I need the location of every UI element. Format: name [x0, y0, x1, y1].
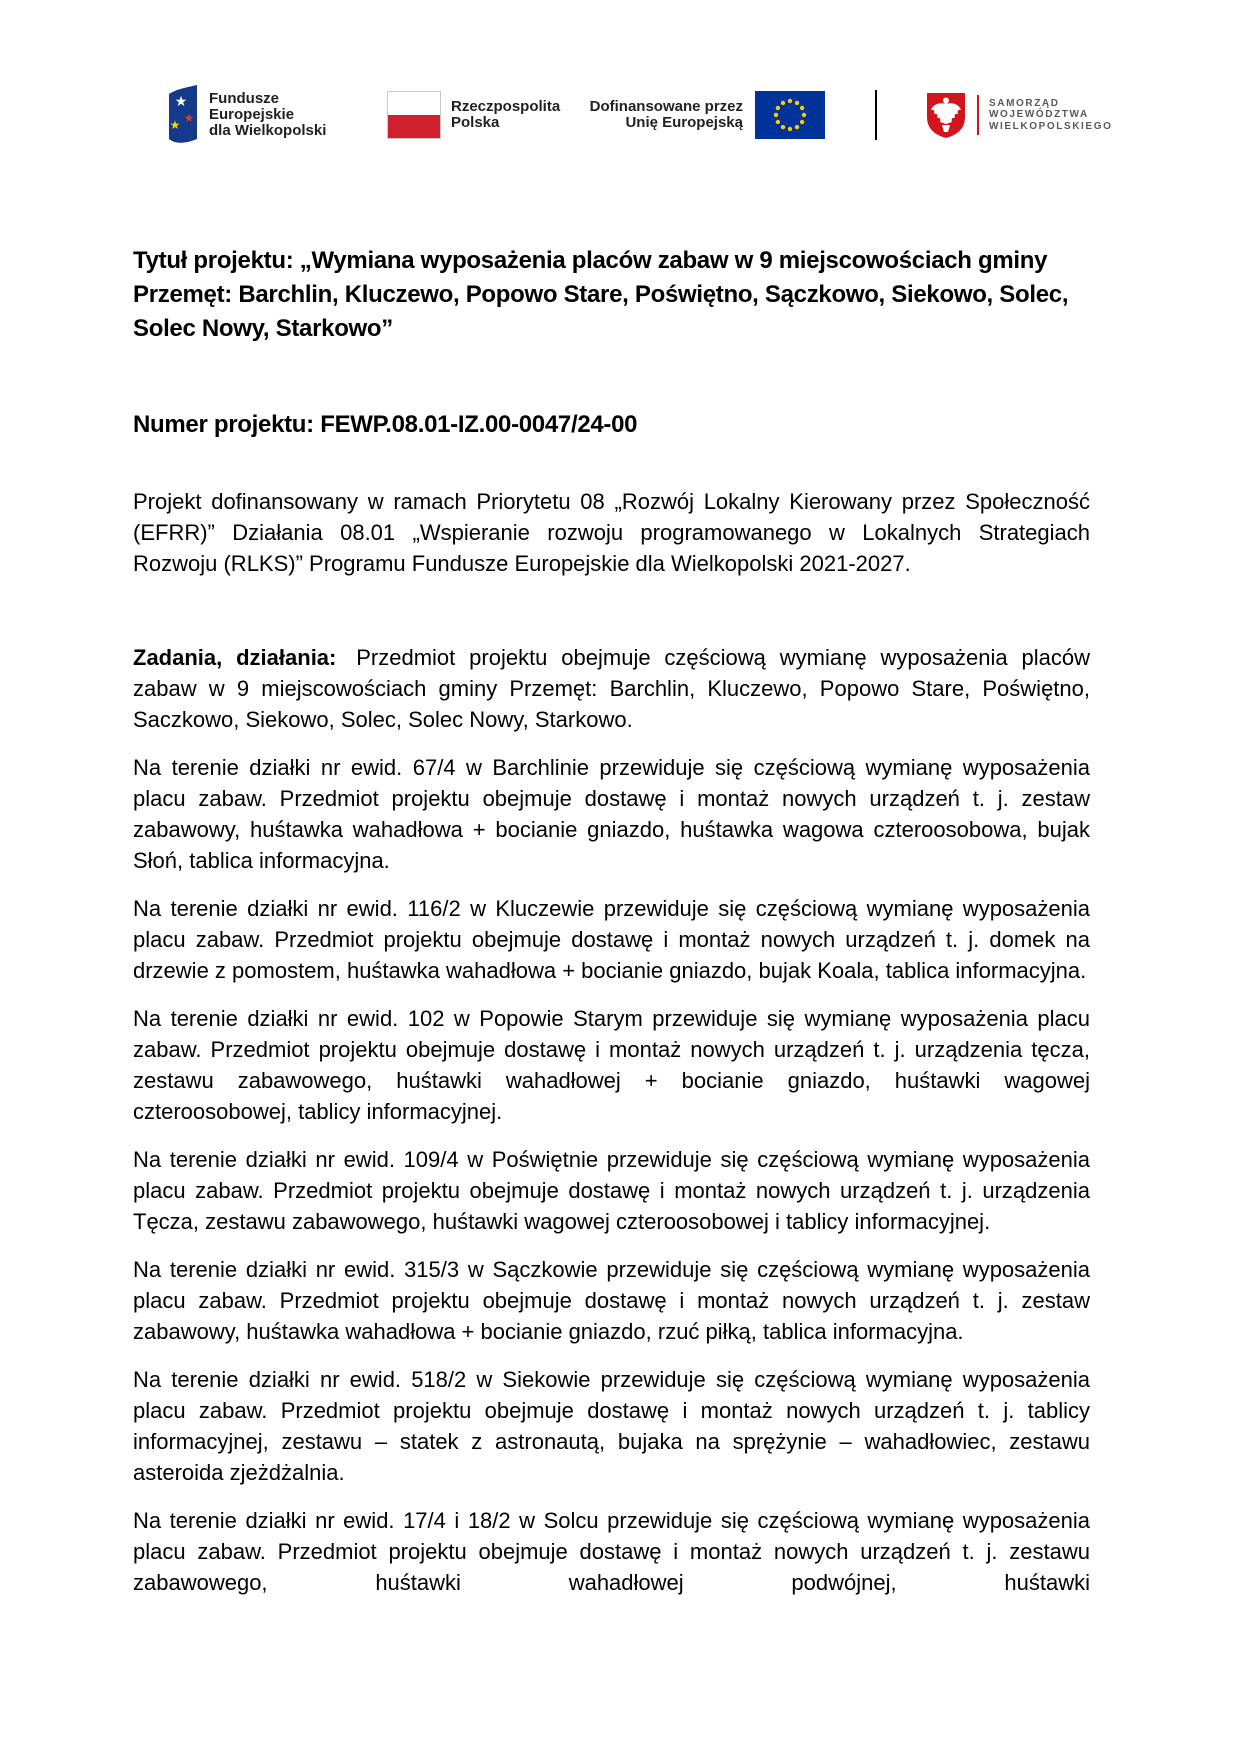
task-paragraph-siekowo: Na terenie działki nr ewid. 518/2 w Siekowie przewiduje się częściową wymianę wyposażenia placu zabaw. Przedmiot projektu obejmuje dostawę i montaż nowych urządzeń t. j. tablicy informacyjnej, zestawu – statek z astronautą, bujaka na sprężynie – wahadłowiec, zestawu asteroida zjeżdżalnia.: [133, 1367, 1090, 1485]
task-paragraph-saczkowo: Na terenie działki nr ewid. 315/3 w Sączkowie przewiduje się częściową wymianę wyposażenia placu zabaw. Przedmiot projektu obejmuje dostawę i montaż nowych urządzeń t. j. zestaw zabawowy, huśtawka wahadłowa + bocianie gniazdo, rzuć piłką, tablica informacyjna.: [133, 1257, 1090, 1344]
tasks-intro-paragraph: [133, 642, 1090, 735]
tasks-intro-text: Przedmiot projektu obejmuje częściową wymianę wyposażenia placów zabaw w 9 miejscowościach gminy Przemęt: Barchlin, Kluczewo, Popowo Stare, Poświętno, Saczkowo, Siekowo, Solec, Solec Nowy, Starkowo.: [133, 645, 1091, 732]
svg-text:★: ★: [183, 111, 195, 125]
samorzad-label-line1: SAMORZĄD: [989, 97, 1060, 109]
task-paragraph-kluczewo: Na terenie działki nr ewid. 116/2 w Kluczewie przewiduje się częściową wymianę wyposażenia placu zabaw. Przedmiot projektu obejmuje dostawę i montaż nowych urządzeń t. j. domek na drzewie z pomostem, huśtawka wahadłowa + bocianie gniazdo, bujak Koala, tablica informacyjna.: [133, 896, 1090, 983]
eu-funds-label-line2: dla Wielkopolski: [209, 122, 327, 139]
task-paragraph-poswietno: Na terenie działki nr ewid. 109/4 w Poświętnie przewiduje się częściową wymianę wyposażenia placu zabaw. Przedmiot projektu obejmuje dostawę i montaż nowych urządzeń t. j. urządzenia Tęcza, zestawu zabawowego, huśtawki wagowej czteroosobowej i tablicy informacyjnej.: [133, 1147, 1090, 1234]
svg-text:★: ★: [174, 94, 188, 110]
svg-text:★: ★: [169, 118, 181, 132]
samorzad-label-line3: WIELKOPOLSKIEGO: [989, 120, 1113, 132]
document-content: [133, 0, 1090, 1598]
eu-funding-label-line1: Dofinansowane przez: [589, 98, 743, 115]
project-title: Tytuł projektu: „Wymiana wyposażenia placów zabaw w 9 miejscowościach gminy Przemęt: Barchlin, Kluczewo, Popowo Stare, Poświętno, Sączkowo, Siekowo, Solec, Solec Nowy, Starkowo”: [133, 247, 1069, 342]
eu-funding-label-line2: Unię Europejską: [625, 114, 743, 131]
task-paragraph-barchlin: Na terenie działki nr ewid. 67/4 w Barchlinie przewiduje się częściową wymianę wyposażenia placu zabaw. Przedmiot projektu obejmuje dostawę i montaż nowych urządzeń t. j. zestaw zabawowy, huśtawka wahadłowa + bocianie gniazdo, huśtawka wagowa czteroosobowa, bujak Słoń, tablica informacyjna.: [133, 755, 1090, 873]
funding-paragraph: Projekt dofinansowany w ramach Priorytetu 08 „Rozwój Lokalny Kierowany przez Społeczność (EFRR)” Działania 08.01 „Wspieranie rozwoju programowanego w Lokalnych Strategiach Rozwoju (RLKS)” Programu Fundusze Europejskie dla Wielkopolski 2021-2027.: [133, 489, 1090, 576]
eu-funds-label-line1: Fundusze Europejskie: [209, 90, 295, 123]
tasks-label: Zadania, działania:: [133, 645, 337, 670]
task-paragraph-solec: Na terenie działki nr ewid. 17/4 i 18/2 w Solcu przewiduje się częściową wymianę wyposażenia placu zabaw. Przedmiot projektu obejmuje dostawę i montaż nowych urządzeń t. j. zestawu zabawowego, huśtawki wahadłowej podwójnej, huśtawki: [133, 1508, 1090, 1595]
poland-label-line1: Rzeczpospolita: [451, 98, 561, 115]
project-number: Numer projektu: FEWP.08.01-IZ.00-0047/24-00: [133, 411, 638, 438]
poland-label-line2: Polska: [451, 114, 500, 131]
samorzad-label-line2: WOJEWÓDZTWA: [989, 109, 1089, 121]
task-paragraph-popowo: Na terenie działki nr ewid. 102 w Popowie Starym przewiduje się wymianę wyposażenia placu zabaw. Przedmiot projektu obejmuje dostawę i montaż nowych urządzeń t. j. urządzenia tęcza, zestawu zabawowego, huśtawki wahadłowej + bocianie gniazdo, huśtawki wagowej czteroosobowej, tablicy informacyjnej.: [133, 1006, 1090, 1124]
